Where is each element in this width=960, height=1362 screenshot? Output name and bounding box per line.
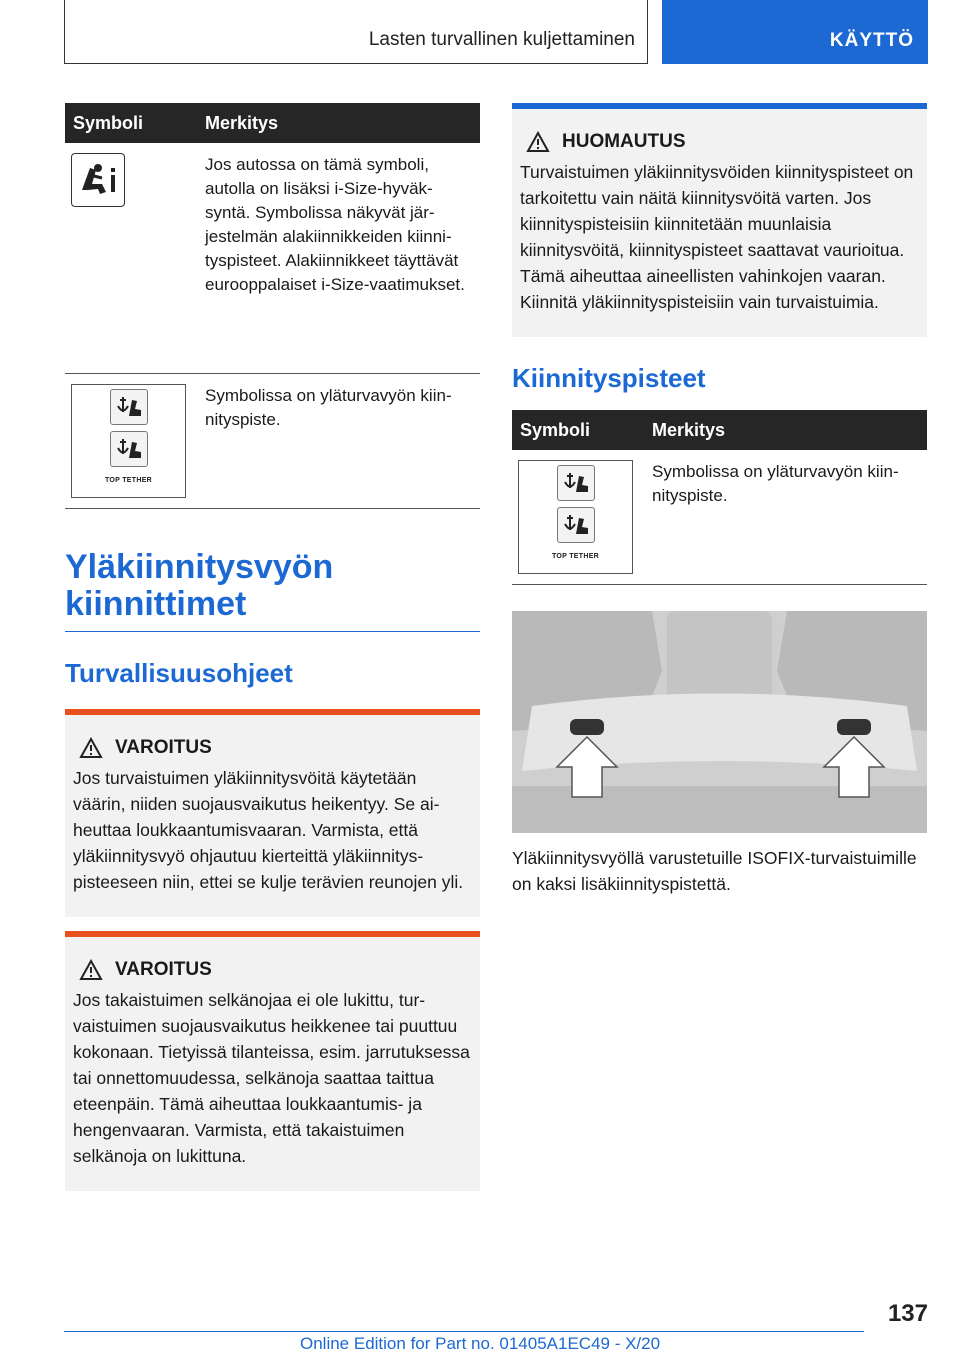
warning-title: VAROITUS	[115, 736, 212, 758]
symbol-table	[512, 410, 927, 585]
section-title: Yläkiinnitysvyön kiinnittimet	[65, 549, 480, 632]
subsection-title: Turvallisuusohjeet	[65, 657, 293, 688]
table-cell-meaning: Jos autossa on tämä symboli, autolla on lisäksi i-Size-hyväksyntä. Symbolissa näkyvät järjestelmän alakiinnikkeiden kiinnityspisteet. Alakiinnikkeet täyttävät eurooppalaiset i-Size-vaatimukset.	[197, 143, 480, 373]
table-cell-symbol	[65, 373, 197, 508]
footer-edition: Online Edition for Part no. 01405A1EC49 - X/20	[300, 1334, 661, 1353]
section-label: KÄYTTÖ	[829, 30, 914, 51]
table-cell-meaning: Symbolissa on yläturvavyön kiinnityspiste.	[644, 450, 927, 585]
anchor-seat-icon	[557, 507, 595, 543]
warning-text: Jos takaistuimen selkänojaa ei ole lukittu, turvaistuimen suojausvaikutus heikkenee tai puuttuu kokonaan. Tietyissä tilanteissa, esim. jarrutuksessa tai onnettomuudessa, selkänoja saattaa taittua eteenpäin. Tämä aiheuttaa loukkaantumis- ja hengenvaaran. Varmista, että takaistuimen selkänoja on lukittuna.	[73, 989, 470, 1166]
warning-triangle-icon	[79, 737, 103, 759]
subsection-title: Kiinnityspisteet	[512, 363, 706, 393]
column-header-meaning: Merkitys	[197, 103, 480, 143]
warning-triangle-icon	[526, 131, 550, 153]
anchor-seat-icon	[110, 431, 148, 467]
section-tab	[662, 0, 928, 64]
page-header	[64, 0, 648, 64]
notice-title: HUOMAUTUS	[562, 131, 686, 152]
footer-divider	[64, 1331, 864, 1332]
column-header-symbol: Symboli	[65, 103, 197, 143]
warning-box	[65, 709, 480, 917]
top-tether-anchor-icon	[71, 384, 186, 498]
table-row	[65, 373, 480, 508]
table-header-row	[512, 410, 927, 450]
table-cell-symbol	[512, 450, 644, 585]
table-row	[512, 450, 927, 585]
warning-title-row	[79, 957, 472, 983]
warning-box	[65, 931, 480, 1191]
top-tether-label: TOP TETHER	[551, 553, 600, 560]
warning-triangle-icon	[79, 959, 103, 981]
table-cell-meaning: Symbolissa on yläturvavyön kiinnityspiste.	[197, 373, 480, 508]
warning-title-row	[79, 735, 472, 761]
notice-title-row	[526, 129, 919, 155]
top-tether-label: TOP TETHER	[104, 476, 153, 484]
column-header-meaning: Merkitys	[644, 410, 927, 450]
left-column	[65, 103, 480, 1191]
notice-box	[512, 103, 927, 337]
warning-text: Jos turvaistuimen yläkiinnitysvöitä käytetään väärin, niiden suojausvaikutus heikentyy. Se aiheuttaa loukkaantumisvaaran. Varmista, että yläkiinnitysvyö ohjautuu kierteittä yläkiinnityspisteeseen niin, ettei se kulje terävien reunojen yli.	[73, 767, 464, 892]
image-caption: Yläkiinnitysvyöllä varustetuille ISOFIX-turvaistuimille on kaksi lisäkiinnityspistettä.	[512, 848, 917, 894]
rear-seat-anchor-photo	[512, 611, 927, 833]
symbol-table	[65, 103, 480, 509]
column-header-symbol: Symboli	[512, 410, 644, 450]
table-header-row	[65, 103, 480, 143]
right-column	[512, 103, 927, 897]
page-number: 137	[887, 1300, 928, 1327]
warning-title: VAROITUS	[115, 958, 212, 980]
anchor-seat-icon	[110, 389, 148, 425]
table-row	[65, 143, 480, 373]
table-cell-symbol	[65, 143, 197, 373]
top-tether-anchor-icon	[518, 460, 633, 574]
chapter-title: Lasten turvallinen kuljettaminen	[368, 29, 635, 50]
anchor-seat-icon	[557, 465, 595, 501]
notice-text: Turvaistuimen yläkiinnitysvöiden kiinnityspisteet on tarkoitettu vain näitä kiinnitysvöitä varten. Jos kiinnityspisteisiin kiinnitetään muunlaisia kiinnitysvöitä, kiinnityspisteet saattavat vaurioitua. Tämä aiheuttaa aineellisten vahinkojen vaaran. Kiinnitä yläkiinnityspisteisiin vain turvaistuimia.	[520, 162, 914, 312]
isize-child-seat-icon	[71, 153, 125, 207]
